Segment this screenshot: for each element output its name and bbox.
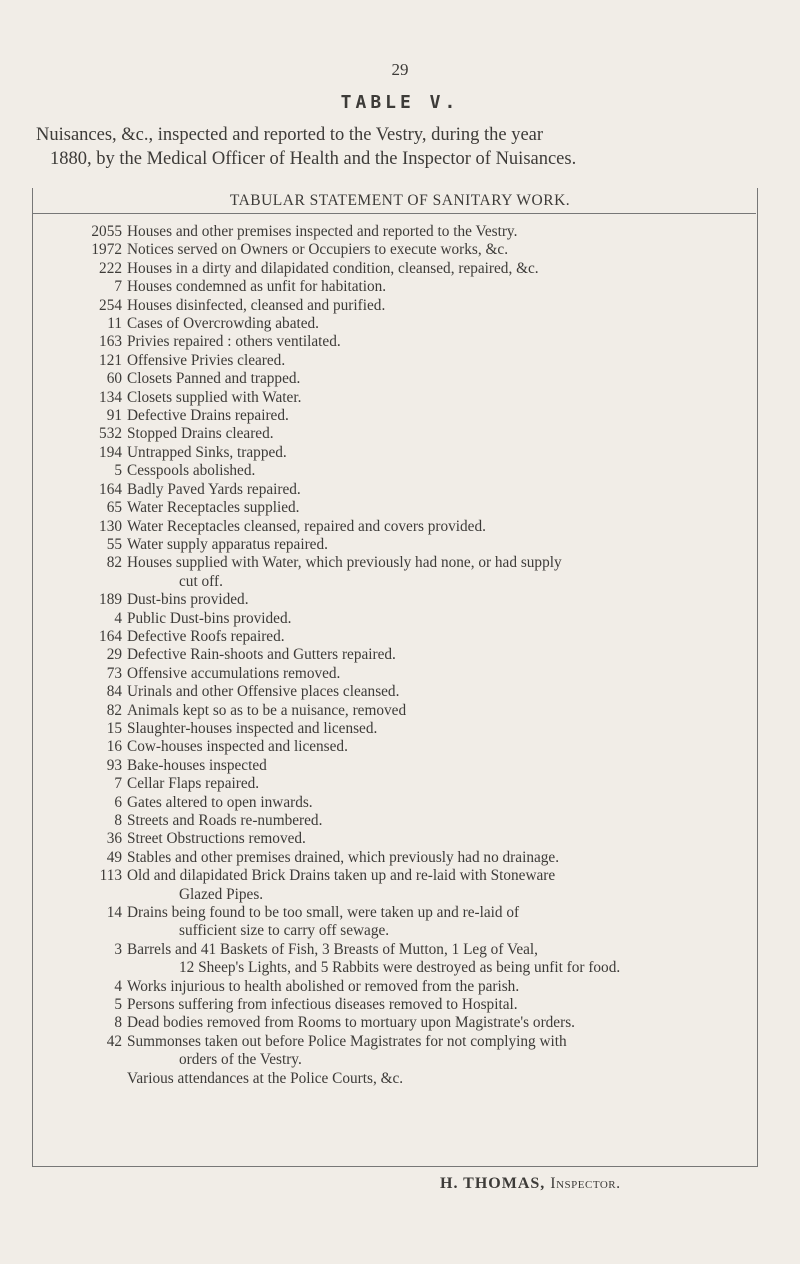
row-description xyxy=(127,830,717,848)
row-count: 164 xyxy=(99,480,122,498)
row-description xyxy=(127,1014,717,1032)
row-description xyxy=(127,683,717,701)
row-count: 7 xyxy=(114,775,122,793)
row-description xyxy=(127,554,717,591)
row-count: 532 xyxy=(99,425,122,443)
sanitary-work-table xyxy=(32,223,752,1088)
table-row xyxy=(32,554,752,591)
row-description xyxy=(127,1070,717,1088)
row-description xyxy=(127,665,717,683)
row-count: 7 xyxy=(114,278,122,296)
row-description-text: Various attendances at the Police Courts, &c. xyxy=(127,1069,404,1087)
row-description-text: Works injurious to health abolished or removed from the parish. xyxy=(127,977,520,995)
table-row xyxy=(32,333,752,351)
row-description-text: Offensive accumulations removed. xyxy=(127,664,341,682)
table-row xyxy=(32,757,752,775)
table-row xyxy=(32,904,752,941)
row-description xyxy=(127,720,717,738)
table-heading: TABULAR STATEMENT OF SANITARY WORK. xyxy=(229,192,571,209)
table-row xyxy=(32,462,752,480)
row-description-text: Defective Roofs repaired. xyxy=(127,627,285,645)
row-count: 4 xyxy=(114,609,122,627)
row-description-text: Untrapped Sinks, trapped. xyxy=(127,443,287,461)
row-description xyxy=(127,352,717,370)
row-description-text: Water Receptacles supplied. xyxy=(127,499,300,517)
row-count: 164 xyxy=(99,627,122,645)
table-row xyxy=(32,260,752,278)
row-count: 84 xyxy=(106,683,122,701)
row-description xyxy=(127,223,717,241)
row-description xyxy=(127,444,717,462)
row-description xyxy=(127,812,717,830)
row-description-text: Summonses taken out before Police Magistrates for not complying with xyxy=(127,1032,567,1050)
row-count: 82 xyxy=(106,554,122,572)
row-description xyxy=(127,241,717,259)
row-description xyxy=(127,315,717,333)
table-row xyxy=(32,1014,752,1032)
row-count: 163 xyxy=(99,333,122,351)
row-description xyxy=(127,591,717,609)
row-count: 65 xyxy=(106,499,122,517)
row-count: 8 xyxy=(114,1014,122,1032)
row-count: 113 xyxy=(99,867,122,885)
row-count: 5 xyxy=(114,996,122,1014)
row-description xyxy=(127,333,717,351)
table-row xyxy=(32,794,752,812)
table-row xyxy=(32,389,752,407)
row-description xyxy=(127,462,717,480)
row-description-text: Houses and other premises inspected and reported to the Vestry. xyxy=(127,223,518,240)
row-count: 15 xyxy=(106,719,122,737)
row-description-text: Stopped Drains cleared. xyxy=(127,425,274,443)
table-row xyxy=(32,536,752,554)
table-row xyxy=(32,1033,752,1070)
row-description xyxy=(127,996,717,1014)
row-description xyxy=(127,757,717,775)
table-row xyxy=(32,223,752,241)
row-description-text: Closets supplied with Water. xyxy=(127,388,302,406)
table-row xyxy=(32,297,752,315)
table-row xyxy=(32,996,752,1014)
row-description xyxy=(127,738,717,756)
row-description-text: Cow-houses inspected and licensed. xyxy=(127,738,348,756)
table-title: TABLE V. xyxy=(340,92,460,113)
signature xyxy=(440,1175,621,1193)
row-count: 4 xyxy=(114,977,122,995)
row-description xyxy=(127,481,717,499)
row-description xyxy=(127,775,717,793)
table-row xyxy=(32,812,752,830)
row-description-text: Water Receptacles cleansed, repaired and covers provided. xyxy=(127,517,486,535)
row-description xyxy=(127,297,717,315)
row-description-text: Animals kept so as to be a nuisance, removed xyxy=(127,701,407,719)
row-description-text: Gates altered to open inwards. xyxy=(127,793,313,811)
row-count: 36 xyxy=(106,830,122,848)
row-count: 29 xyxy=(106,646,122,664)
table-row xyxy=(32,481,752,499)
signature-name: H. THOMAS, xyxy=(440,1175,546,1192)
row-count: 73 xyxy=(106,664,122,682)
table-row xyxy=(32,978,752,996)
table-row xyxy=(32,775,752,793)
row-description-continuation: 12 Sheep's Lights, and 5 Rabbits were destroyed as being unfit for food. xyxy=(179,959,621,977)
row-description xyxy=(127,1033,717,1070)
row-description xyxy=(127,702,717,720)
row-description-text: Urinals and other Offensive places cleansed. xyxy=(127,683,400,701)
row-count: 60 xyxy=(106,370,122,388)
row-count: 2055 xyxy=(91,223,122,240)
row-description-text: Street Obstructions removed. xyxy=(127,830,306,848)
row-description xyxy=(127,867,717,904)
row-count: 194 xyxy=(99,443,122,461)
row-count: 93 xyxy=(106,756,122,774)
table-row xyxy=(32,352,752,370)
row-description xyxy=(127,389,717,407)
row-description-text: Dead bodies removed from Rooms to mortuary upon Magistrate's orders. xyxy=(127,1014,575,1032)
row-description-text: Privies repaired : others ventilated. xyxy=(127,333,341,351)
row-count: 8 xyxy=(114,812,122,829)
row-count: 254 xyxy=(99,296,122,314)
table-row xyxy=(32,591,752,609)
row-description xyxy=(127,849,717,867)
row-description-text: Old and dilapidated Brick Drains taken up and re-laid with Stoneware xyxy=(127,867,556,885)
table-row xyxy=(32,444,752,462)
row-count: 1972 xyxy=(91,241,122,259)
row-description xyxy=(127,260,717,278)
row-description-text: Closets Panned and trapped. xyxy=(127,370,301,388)
row-description-text: Cellar Flaps repaired. xyxy=(127,775,260,793)
row-description xyxy=(127,978,717,996)
row-description xyxy=(127,407,717,425)
table-row xyxy=(32,646,752,664)
page-number: 29 xyxy=(391,60,409,79)
table-row xyxy=(32,1070,752,1088)
table-row xyxy=(32,683,752,701)
table-row xyxy=(32,867,752,904)
table-row xyxy=(32,278,752,296)
table-row xyxy=(32,370,752,388)
row-description-text: Dust-bins provided. xyxy=(127,591,249,609)
row-description-text: Houses condemned as unfit for habitation. xyxy=(127,278,387,296)
intro-line-2: 1880, by the Medical Officer of Health and the Inspector of Nuisances. xyxy=(50,149,577,169)
row-description-text: Slaughter-houses inspected and licensed. xyxy=(127,719,378,737)
row-description xyxy=(127,941,717,978)
row-description xyxy=(127,904,717,941)
table-row xyxy=(32,830,752,848)
row-count: 82 xyxy=(106,701,122,719)
row-count: 55 xyxy=(106,535,122,553)
intro-paragraph xyxy=(36,123,764,171)
row-count: 222 xyxy=(99,259,122,277)
table-row xyxy=(32,665,752,683)
row-description xyxy=(127,646,717,664)
row-description-text: Cesspools abolished. xyxy=(127,462,256,480)
row-description-text: Streets and Roads re-numbered. xyxy=(127,812,323,829)
row-count: 14 xyxy=(106,904,122,922)
table-row xyxy=(32,499,752,517)
table-row xyxy=(32,628,752,646)
row-description-text: Water supply apparatus repaired. xyxy=(127,535,328,553)
row-count: 3 xyxy=(114,940,122,958)
row-description xyxy=(127,610,717,628)
row-count: 189 xyxy=(99,591,122,609)
table-row xyxy=(32,610,752,628)
table-row xyxy=(32,738,752,756)
signature-role: Inspector. xyxy=(550,1175,621,1192)
row-description-continuation: orders of the Vestry. xyxy=(179,1051,302,1069)
table-row xyxy=(32,425,752,443)
row-description-text: Houses in a dirty and dilapidated condition, cleansed, repaired, &c. xyxy=(127,259,539,277)
row-count: 134 xyxy=(99,388,122,406)
row-description-continuation: Glazed Pipes. xyxy=(179,885,264,903)
row-description-text: Defective Rain-shoots and Gutters repaired. xyxy=(127,646,396,664)
row-count: 11 xyxy=(107,315,122,333)
row-description-text: Persons suffering from infectious diseases removed to Hospital. xyxy=(127,996,518,1014)
row-description xyxy=(127,536,717,554)
row-description-text: Stables and other premises drained, which previously had no drainage. xyxy=(127,848,560,866)
table-row xyxy=(32,702,752,720)
row-description-text: Houses disinfected, cleansed and purified. xyxy=(127,296,386,314)
row-count: 16 xyxy=(106,738,122,756)
heading-rule xyxy=(32,213,756,214)
row-description-text: Public Dust-bins provided. xyxy=(127,609,292,627)
row-description-continuation: sufficient size to carry off sewage. xyxy=(179,922,390,940)
table-row xyxy=(32,315,752,333)
row-count: 5 xyxy=(114,462,122,480)
row-description-text: Defective Drains repaired. xyxy=(127,407,289,425)
row-description xyxy=(127,278,717,296)
row-count: 130 xyxy=(99,517,122,535)
row-description-text: Offensive Privies cleared. xyxy=(127,351,286,369)
row-count: 6 xyxy=(114,793,122,811)
row-description xyxy=(127,499,717,517)
table-row xyxy=(32,518,752,536)
row-description-text: Badly Paved Yards repaired. xyxy=(127,480,301,498)
table-row xyxy=(32,849,752,867)
row-count: 49 xyxy=(106,848,122,866)
row-description xyxy=(127,628,717,646)
row-description xyxy=(127,518,717,536)
row-count: 91 xyxy=(106,407,122,425)
row-count: 42 xyxy=(106,1032,122,1050)
table-row xyxy=(32,720,752,738)
row-description-text: Houses supplied with Water, which previously had none, or had supply xyxy=(127,554,562,572)
intro-line-1: Nuisances, &c., inspected and reported to the Vestry, during the year xyxy=(36,125,544,145)
row-description-text: Barrels and 41 Baskets of Fish, 3 Breasts of Mutton, 1 Leg of Veal, xyxy=(127,940,538,958)
row-description-text: Cases of Overcrowding abated. xyxy=(127,315,319,333)
row-description xyxy=(127,425,717,443)
table-row xyxy=(32,241,752,259)
row-description-text: Drains being found to be too small, were taken up and re-laid of xyxy=(127,904,520,922)
row-description xyxy=(127,794,717,812)
table-row xyxy=(32,941,752,978)
table-row xyxy=(32,407,752,425)
row-count xyxy=(32,1070,127,1088)
row-description xyxy=(127,370,717,388)
row-count: 121 xyxy=(99,351,122,369)
row-description-continuation: cut off. xyxy=(179,572,223,590)
row-description-text: Bake-houses inspected xyxy=(127,756,267,774)
row-description-text: Notices served on Owners or Occupiers to execute works, &c. xyxy=(127,241,509,259)
